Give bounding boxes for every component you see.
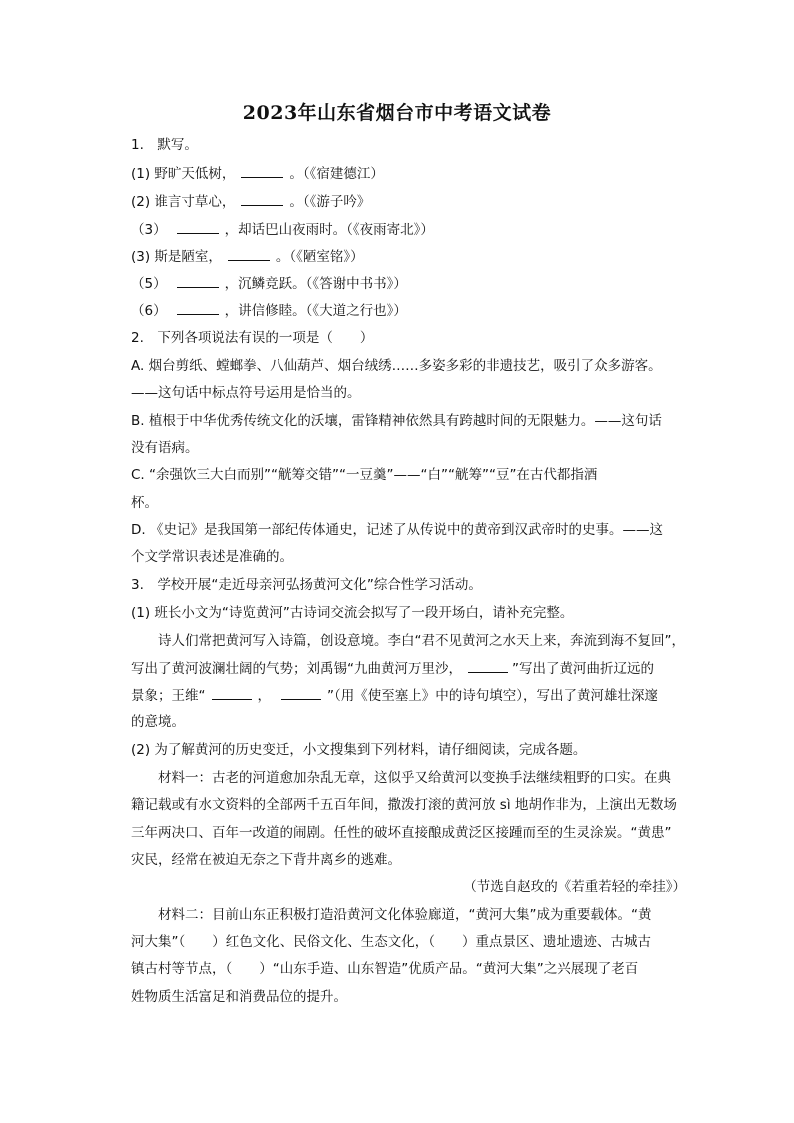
q2-option-b: B. 植根于中华优秀传统文化的沃壤，雷锋精神依然具有跨越时间的无限魅力。——这句话 <box>131 413 662 429</box>
answer-blank[interactable] <box>281 685 321 700</box>
question-1-heading: 1. 默写。 <box>131 137 198 153</box>
q3-part-1-para-1: 诗人们常把黄河写入诗篇，创设意境。李白“君不见黄河之水天上来，奔流到海不复回”， <box>131 633 685 649</box>
question-2-heading: 2. 下列各项说法有误的一项是（ ） <box>131 330 374 346</box>
material-1-line-2: 籍记载或有水文资料的全部两千五百年间，撒泼打滚的黄河放 sì 地胡作非为，上演出无数场 <box>131 797 677 813</box>
material-1-line-4: 灾民，经常在被迫无奈之下背井离乡的逃难。 <box>131 852 401 868</box>
q2-option-a: A. 烟台剪纸、螳螂拳、八仙葫芦、烟台绒绣……多姿多彩的非遗技艺，吸引了众多游客。 <box>131 358 662 374</box>
q2-option-c: C. “余强饮三大白而别”“觥筹交错”“一豆羹”——“白”“觥筹”“豆”在古代都指酒 <box>131 467 598 483</box>
q1-item-3: （3） ，却话巴山夜雨时。（《夜雨寄北》） <box>131 219 434 240</box>
q3-part-1-para-4: 的意境。 <box>131 714 185 730</box>
material-2-line-2: 河大集”（ ）红色文化、民俗文化、生态文化，（ ）重点景区、遗址遗迹、古城古 <box>131 934 651 950</box>
page-title: 2023年山东省烟台市中考语文试卷 <box>242 102 552 124</box>
q2-option-d-cont: 个文学常识表述是准确的。 <box>131 549 293 565</box>
material-1-line-3: 三年两决口、百年一改道的闹剧。任性的破坏直接酿成黄泛区接踵而至的生灵涂炭。“黄患” <box>131 825 672 841</box>
q2-option-b-cont: 没有语病。 <box>131 440 199 456</box>
material-2-line-3: 镇古村等节点，（ ）“山东手造、山东智造”优质产品。“黄河大集”之兴展现了老百 <box>131 961 639 977</box>
material-2-line-1: 材料二：目前山东正积极打造沿黄河文化体验廊道，“黄河大集”成为重要载体。“黄 <box>131 907 652 923</box>
q1-item-5: （5） ，沉鳞竞跃。（《答谢中书书》） <box>131 273 407 294</box>
q1-item-2: (2) 谁言寸草心， 。（《游子吟》 <box>131 191 370 212</box>
material-1-source: （节选自赵玫的《若重若轻的牵挂》） <box>463 879 686 895</box>
answer-blank[interactable] <box>468 658 508 673</box>
material-2-line-4: 姓物质生活富足和消费品位的提升。 <box>131 989 347 1005</box>
answer-blank[interactable] <box>241 163 283 178</box>
q3-part-1: (1) 班长小文为“诗览黄河”古诗词交流会拟写了一段开场白，请补充完整。 <box>131 605 574 621</box>
q2-option-a-cont: ——这句话中标点符号运用是恰当的。 <box>131 385 361 401</box>
material-1-line-1: 材料一：古老的河道愈加杂乱无章，这似乎又给黄河以变换手法继续粗野的口实。在典 <box>131 770 671 786</box>
answer-blank[interactable] <box>177 273 219 288</box>
q3-part-2: (2) 为了解黄河的历史变迁，小文搜集到下列材料，请仔细阅读，完成各题。 <box>131 742 587 758</box>
answer-blank[interactable] <box>228 246 270 261</box>
q1-item-4: (3) 斯是陋室， 。（《陋室铭》） <box>131 246 364 267</box>
answer-blank[interactable] <box>241 191 283 206</box>
q3-part-1-para-2: 写出了黄河波澜壮阔的气势；刘禹锡“九曲黄河万里沙， ”写出了黄河曲折辽远的 <box>131 658 654 679</box>
answer-blank[interactable] <box>177 300 219 315</box>
q1-item-6: （6） ，讲信修睦。（《大道之行也》） <box>131 300 407 321</box>
q3-part-1-para-3: 景象；王维“ ， ”（用《使至塞上》中的诗句填空），写出了黄河雄壮深邃 <box>131 685 658 706</box>
answer-blank[interactable] <box>177 219 219 234</box>
q2-option-c-cont: 杯。 <box>131 495 158 511</box>
answer-blank[interactable] <box>212 685 252 700</box>
q1-item-1: (1) 野旷天低树， 。（《宿建德江） <box>131 163 384 184</box>
q2-option-d: D. 《史记》是我国第一部纪传体通史，记述了从传说中的黄帝到汉武帝时的史事。——这 <box>131 522 663 538</box>
question-3-heading: 3. 学校开展“走近母亲河弘扬黄河文化”综合性学习活动。 <box>131 577 482 593</box>
